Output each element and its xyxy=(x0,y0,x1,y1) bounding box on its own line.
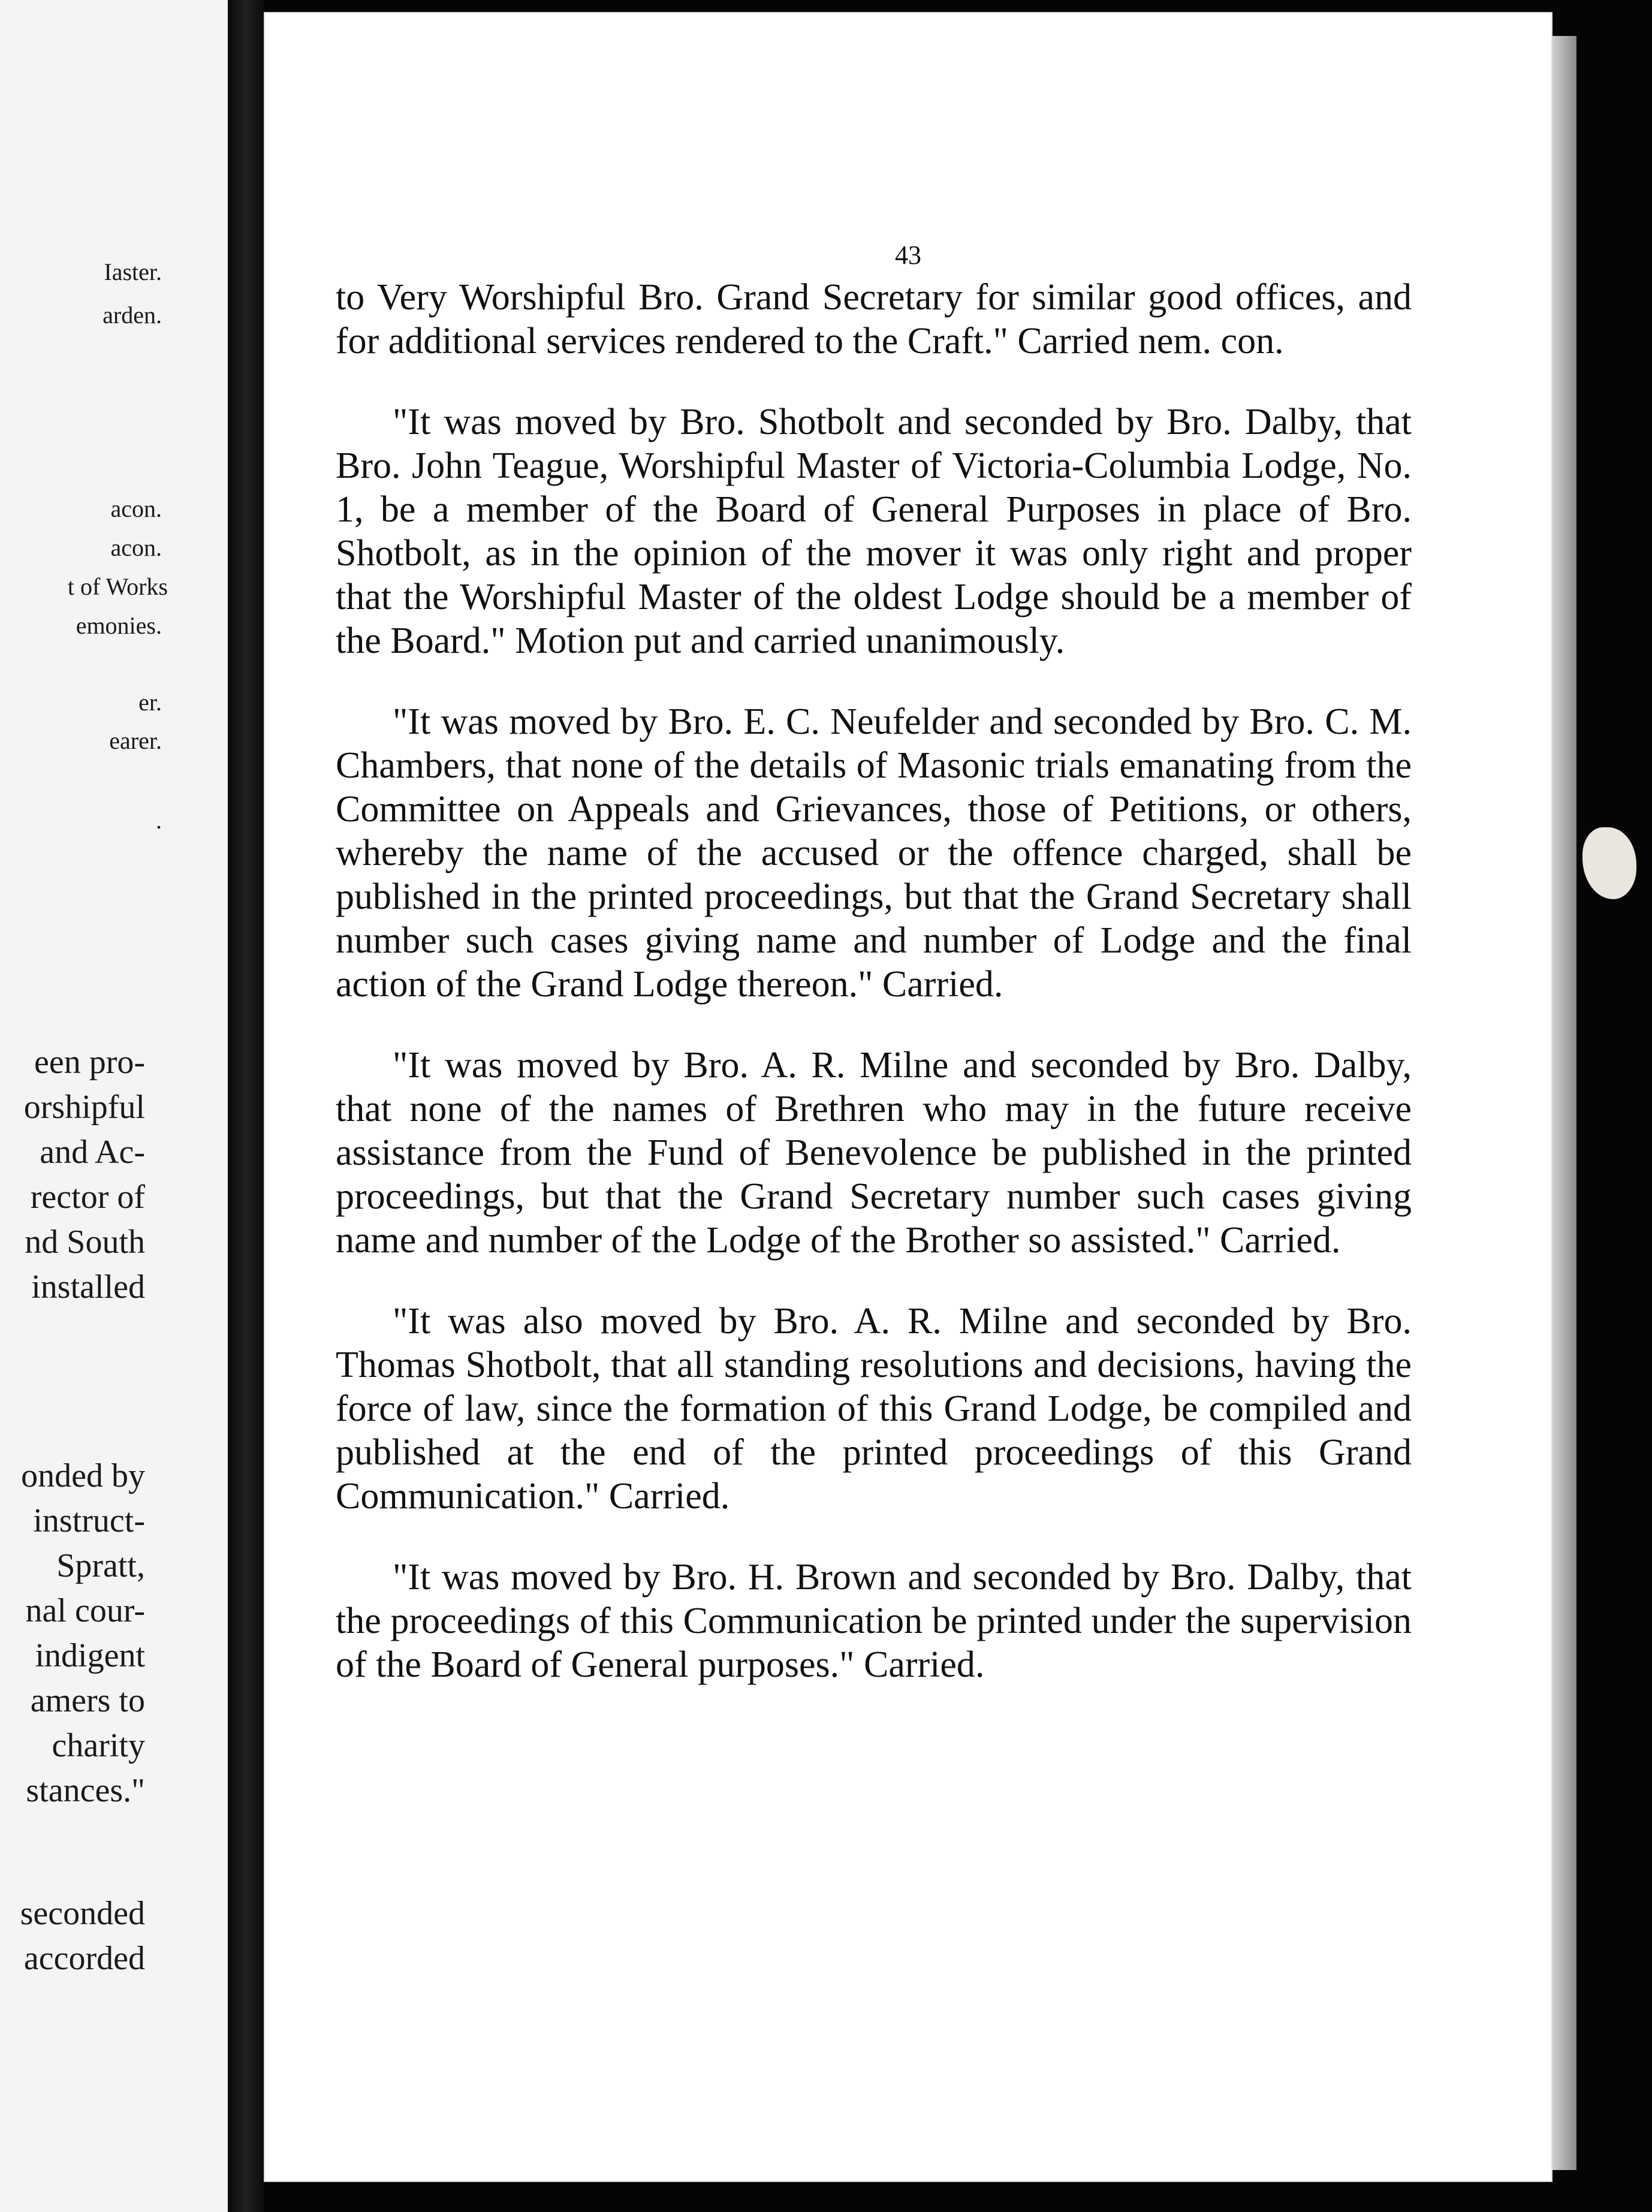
facing-page-fragment: indigent xyxy=(35,1637,145,1674)
paragraph: "It was moved by Bro. H. Brown and seconded by Bro. Dalby, that the proceedings of this Communication be printed under the supervision of the Board of General purposes." Carried. xyxy=(336,1557,1412,1685)
facing-page-fragment: instruct- xyxy=(33,1502,145,1539)
facing-page-fragment: earer. xyxy=(109,727,162,754)
facing-page xyxy=(0,0,228,2212)
page-edge xyxy=(1552,36,1576,2170)
facing-page-fragment: nal cour- xyxy=(25,1592,145,1629)
facing-page-fragment: een pro- xyxy=(34,1044,145,1081)
facing-page-fragment: seconded xyxy=(20,1895,145,1932)
facing-page-fragment: Spratt, xyxy=(56,1547,145,1584)
facing-page-fragment: amers to xyxy=(30,1682,145,1719)
paragraph: "It was moved by Bro. A. R. Milne and seconded by Bro. Dalby, that none of the names of Brethren who may in the future receive assistance from the Fund of Benevolence be published in the printed proceedings, but that the Grand Secretary number such cases giving name and number of the Lodge of the Brother so assisted." Carried. xyxy=(336,1045,1412,1261)
facing-page-fragment: accorded xyxy=(23,1940,145,1977)
paragraph: "It was moved by Bro. E. C. Neufelder and seconded by Bro. C. M. Chambers, that none of the details of Masonic trials emanating from the Committee on Appeals and Grievances, those of Petitions, or others, whereby the name of the accused or the offence charged, shall be published in the printed proceedings, but that the Grand Secretary shall number such cases giving name and number of Lodge and the final action of the Grand Lodge thereon." Carried. xyxy=(336,701,1412,1005)
facing-page-fragment: onded by xyxy=(21,1457,145,1494)
paper-scrap xyxy=(1582,827,1636,899)
page-body xyxy=(336,276,1412,1724)
paragraph: to Very Worshipful Bro. Grand Secretary for similar good offices, and for additional services rendered to the Craft." Carried nem. con. xyxy=(336,277,1412,361)
facing-page-fragment: arden. xyxy=(103,302,162,329)
facing-page-fragment: t of Works xyxy=(67,573,168,600)
facing-page-fragment: orshipful xyxy=(23,1089,145,1126)
facing-page-fragment: er. xyxy=(138,689,162,716)
paragraph: "It was moved by Bro. Shotbolt and seconded by Bro. Dalby, that Bro. John Teague, Worshipful Master of Victoria-Columbia Lodge, No. 1, be a member of the Board of General Purposes in place of Bro. Shotbolt, as in the opinion of the mover it was only right and proper that the Worshipful Master of the oldest Lodge should be a member of the Board." Motion put and carried unanimously. xyxy=(336,402,1412,661)
facing-page-fragment: charity xyxy=(52,1727,145,1764)
facing-page-fragment: and Ac- xyxy=(40,1134,145,1171)
facing-page-fragment: nd South xyxy=(25,1223,145,1261)
facing-page-fragment: emonies. xyxy=(76,612,162,639)
facing-page-fragment: stances." xyxy=(26,1772,145,1809)
facing-page-fragment: acon. xyxy=(110,495,162,522)
page-number: 43 xyxy=(895,240,921,270)
facing-page-fragment: Iaster. xyxy=(104,258,162,285)
facing-page-fragment: rector of xyxy=(30,1179,145,1216)
facing-page-fragment: installed xyxy=(31,1268,145,1306)
book-gutter xyxy=(228,0,264,2212)
paragraph: "It was also moved by Bro. A. R. Milne and seconded by Bro. Thomas Shotbolt, that all standing resolutions and decisions, having the force of law, since the formation of this Grand Lodge, be compiled and published at the end of the printed proceedings of this Grand Communication." Carried. xyxy=(336,1301,1412,1517)
facing-page-fragment: acon. xyxy=(110,534,162,561)
facing-page-fragment: . xyxy=(156,807,162,834)
document-page xyxy=(264,12,1552,2182)
